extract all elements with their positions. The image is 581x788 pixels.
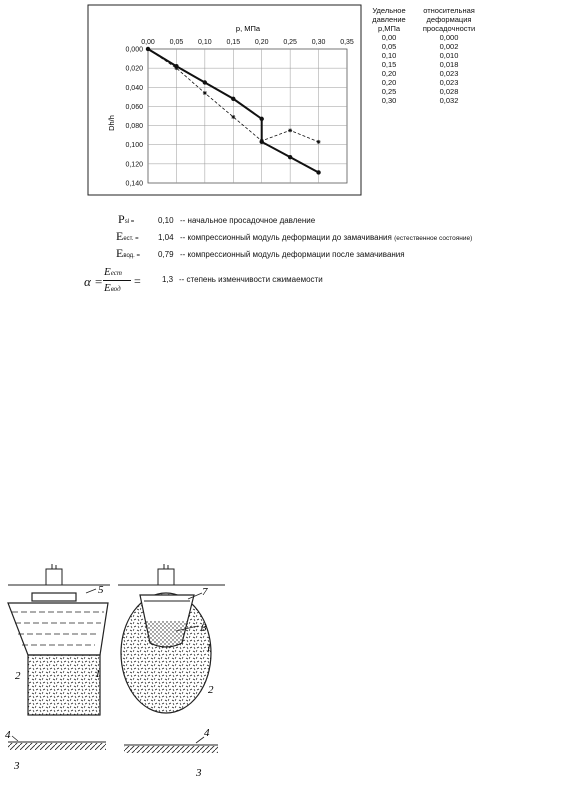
eest-sub: ест. = — [123, 236, 139, 242]
diagram-label-5: 5 — [98, 584, 104, 596]
left-hatch-area — [8, 743, 106, 750]
eest-paren: (естественное состояние) — [394, 235, 473, 242]
diagram-label-2: 2 — [208, 684, 214, 696]
diagram-label-8: 8 — [201, 622, 207, 634]
alpha-text: -- степень изменчивости сжимаемости — [179, 275, 323, 284]
evod-sym: E — [116, 246, 124, 260]
x-tick-label: 0,00 — [141, 39, 155, 46]
label-4-leader — [196, 737, 204, 743]
pressure-cell: 0,20 — [381, 78, 397, 87]
pressure-cell: 0,10 — [381, 51, 397, 60]
alpha-numerator — [104, 266, 122, 278]
pressure-cell: 0,30 — [381, 96, 397, 105]
eest-text: -- компрессионный модуль деформации до замачивания — [180, 233, 392, 242]
deformation-cell: 0,028 — [439, 87, 459, 96]
label-5-leader — [86, 589, 96, 593]
x-tick-label: 0,35 — [340, 39, 354, 46]
deformation-cell: 0,023 — [439, 78, 459, 87]
dotted-fill — [146, 621, 188, 647]
alpha-value: 1,3 — [162, 275, 174, 284]
alpha-equals: = — [134, 274, 141, 288]
psl-sym: P — [118, 212, 125, 226]
diagram-label-1: 1 — [206, 642, 212, 654]
pressure-cell: 0,00 — [381, 33, 397, 42]
x-tick-label: 0,05 — [169, 39, 184, 46]
pressure-cell: 0,20 — [381, 69, 397, 78]
deformation-cell: 0,018 — [439, 60, 459, 69]
evod-value: 0,79 — [158, 250, 174, 259]
right-foundation-diagram — [118, 564, 225, 779]
deformation-cell: 0,032 — [439, 96, 459, 105]
y-tick-label: 0,120 — [125, 161, 143, 169]
deformation-cell: 0,023 — [439, 69, 459, 78]
compacted-soil-zone — [28, 655, 100, 715]
evod-symbol — [116, 246, 140, 261]
result-notes — [0, 0, 581, 300]
right-hatch-area — [124, 746, 218, 753]
alpha-symbol: α = — [84, 274, 103, 289]
pressure-cell: 0,05 — [381, 42, 397, 51]
x-tick-label: 0,25 — [283, 39, 297, 46]
diagram-label-1: 1 — [95, 668, 101, 680]
x-tick-label: 0,20 — [254, 39, 269, 46]
eest-symbol — [116, 229, 139, 244]
diagram-label-7: 7 — [202, 586, 208, 598]
psl-text: -- начальное просадочное давление — [180, 216, 316, 225]
psl-sub: sl = — [124, 219, 135, 225]
alpha-denominator — [104, 282, 121, 294]
column-notch — [164, 564, 168, 569]
eest-sym: E — [116, 229, 124, 243]
eest-text-line — [180, 233, 472, 242]
y-tick-label: 0,140 — [125, 180, 143, 188]
y-tick-label: 0,040 — [125, 84, 143, 92]
y-tick-label: 0,080 — [125, 123, 143, 131]
deformation-cell: 0,000 — [439, 33, 459, 42]
evod-sub: вод. = — [123, 253, 141, 259]
pressure-cell: 0,15 — [381, 60, 397, 69]
soil-cushion — [8, 603, 108, 655]
alpha-num-sym: E — [104, 266, 111, 278]
diagram-label-4: 4 — [5, 729, 11, 741]
foundation-diagrams — [0, 555, 581, 785]
pressure-header-line: р,МПа — [377, 24, 401, 33]
psl-value: 0,10 — [158, 216, 174, 225]
alpha-den-sub: вод — [110, 285, 121, 293]
alpha-formula — [84, 266, 164, 298]
x-tick-label: 0,10 — [198, 39, 212, 46]
diagram-label-3: 3 — [196, 767, 202, 779]
label-4-leader — [12, 736, 18, 741]
diagram-label-3: 3 — [14, 760, 20, 772]
alpha-den-sym: E — [104, 282, 111, 294]
y-tick-label: 0,020 — [125, 65, 143, 73]
y-tick-label: 0,000 — [125, 46, 143, 54]
y-axis-label: Dh/h — [107, 115, 116, 131]
left-foundation-diagram — [5, 564, 110, 772]
footing-slab — [32, 593, 76, 601]
deformation-header-line: относительная — [423, 6, 475, 15]
x-axis-label: p, МПа — [235, 24, 261, 33]
column-stub — [158, 569, 174, 585]
deformation-header-line: просадочности — [422, 24, 476, 33]
alpha-num-sub: ест — [110, 269, 122, 277]
deformation-cell: 0,002 — [439, 42, 459, 51]
fraction-bar — [103, 280, 131, 281]
psl-symbol — [118, 212, 134, 227]
column-stub — [46, 569, 62, 585]
pressure-header-line: Удельное — [372, 6, 406, 15]
pressure-cell: 0,25 — [381, 87, 397, 96]
column-notch — [52, 564, 56, 569]
evod-text: -- компрессионный модуль деформации после замачивания — [180, 250, 405, 259]
diagram-label-4: 4 — [204, 727, 210, 739]
pressure-header-line: давление — [372, 15, 406, 24]
diagram-label-2: 2 — [15, 670, 21, 682]
deformation-cell: 0,010 — [439, 51, 459, 60]
x-tick-label: 0,30 — [311, 39, 326, 46]
eest-value: 1,04 — [158, 233, 174, 242]
deformation-header-line: деформация — [426, 15, 472, 24]
y-tick-label: 0,060 — [125, 103, 143, 111]
x-tick-label: 0,15 — [226, 39, 241, 46]
y-tick-label: 0,100 — [125, 142, 143, 150]
